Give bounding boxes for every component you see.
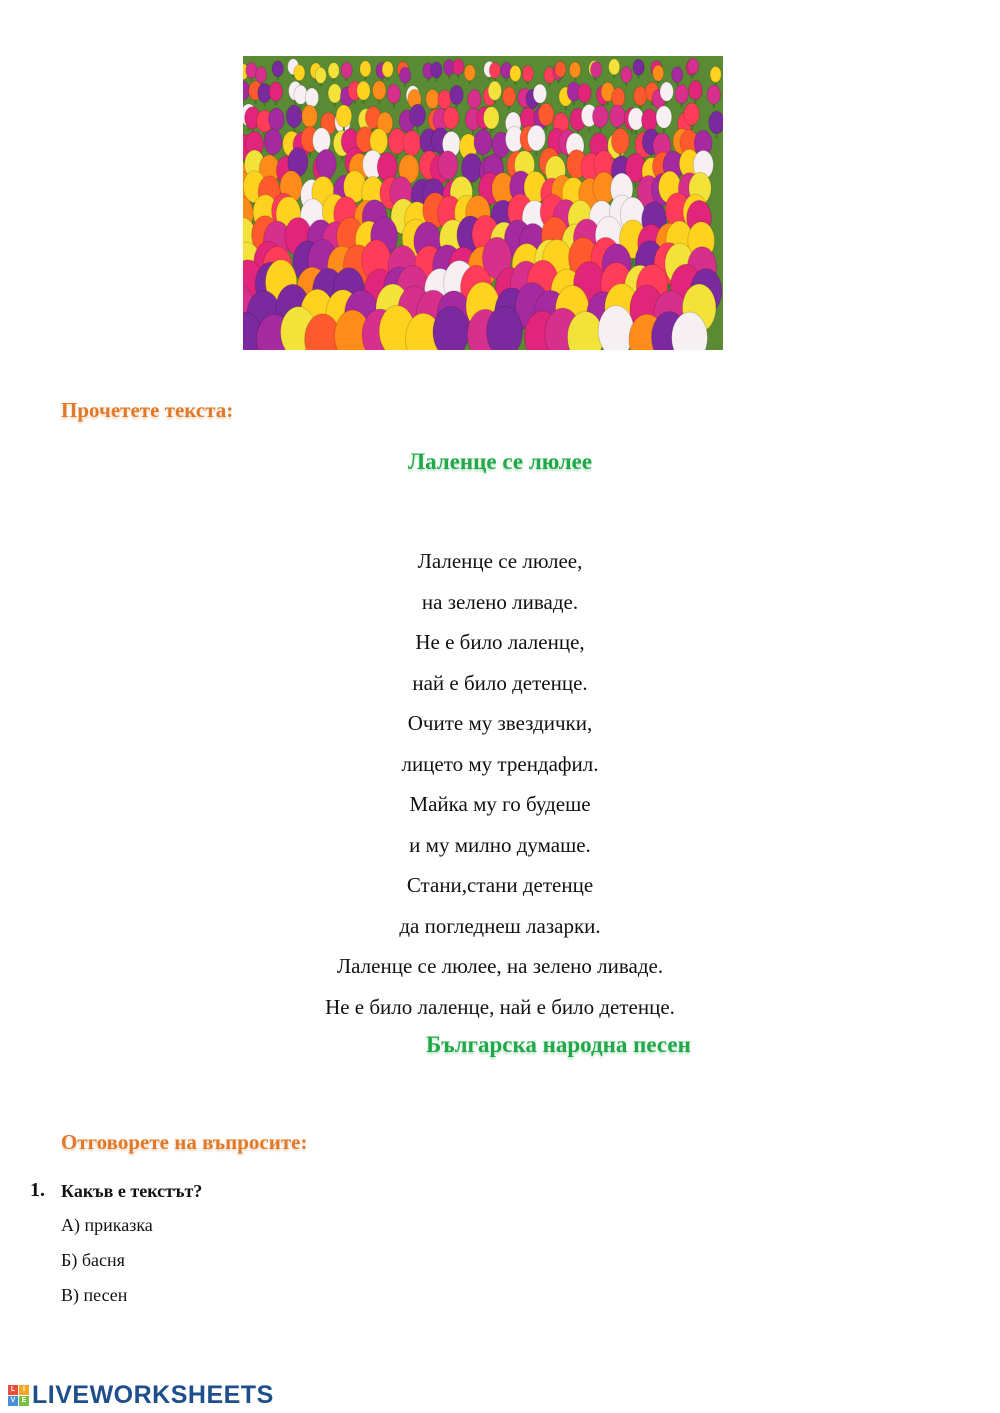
poem-line: и му милно думаше. <box>409 832 591 857</box>
poem-line: най е било детенце. <box>412 670 588 695</box>
logo-block: I <box>19 1385 29 1395</box>
poem-source: Българска народна песен <box>426 1032 691 1057</box>
poem-line: лицето му трендафил. <box>401 751 599 776</box>
logo-text: LIVEWORKSHEETS <box>32 1380 274 1409</box>
question-number: 1. <box>30 1179 45 1201</box>
poem-line: Лаленце се люлее, <box>417 549 583 573</box>
logo-block: V <box>8 1396 18 1406</box>
logo-block: L <box>8 1385 18 1395</box>
poem-line: Лаленце се люлее, на зелено ливаде. <box>336 954 664 978</box>
poem-body <box>0 541 1000 1027</box>
poem-line: да погледнеш лазарки. <box>399 913 601 938</box>
logo-blocks-icon <box>8 1385 29 1406</box>
answer-option-b[interactable]: Б) басня <box>61 1250 125 1270</box>
logo-block: E <box>19 1396 29 1406</box>
question-text: Какъв е текстът? <box>61 1181 203 1201</box>
answer-option-a[interactable]: А) приказка <box>61 1215 153 1235</box>
poem-line: Не е било лаленце, най е било детенце. <box>325 994 675 1019</box>
answer-questions-heading: Отговорете на въпросите: <box>61 1130 308 1154</box>
poem-line: Очите му звездички, <box>407 711 593 735</box>
answer-option-c[interactable]: В) песен <box>61 1285 128 1305</box>
tulip-field-photo <box>243 56 723 350</box>
read-text-heading: Прочетете текста: <box>61 398 234 422</box>
liveworksheets-logo[interactable] <box>8 1380 274 1410</box>
poem-line: Стани,стани детенце <box>406 873 594 897</box>
poem-line: Не е било лаленце, <box>415 630 585 654</box>
poem-line: Майка му го будеше <box>409 792 591 816</box>
poem-title: Лаленце се люлее <box>407 449 593 474</box>
poem-line: на зелено ливаде. <box>421 589 579 614</box>
